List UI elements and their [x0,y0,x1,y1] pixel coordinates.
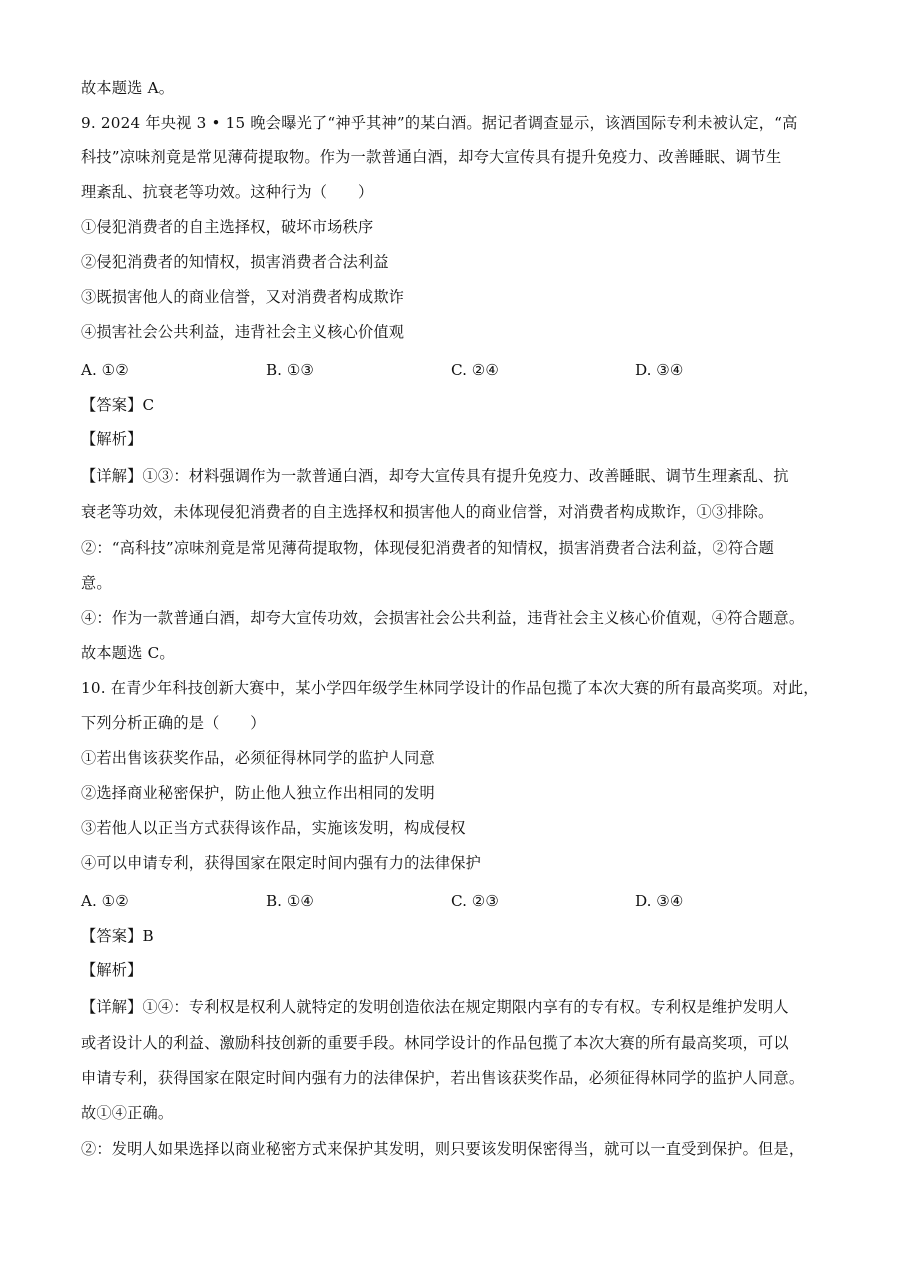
q9-stem-line-1: 9. 2024 年央视 3 • 15 晚会曝光了“神乎其神”的某白酒。据记者调查显示，该酒国际专利未被认定，“高 [81,114,798,132]
q9-detail-line-5: ④：作为一款普通白酒，却夸大宣传功效，会损害社会公共利益，违背社会主义核心价值观，④符合题意。 [81,609,805,627]
prev-question-conclusion: 故本题选 A。 [81,79,175,97]
q9-analysis-label: 【解析】 [81,430,143,448]
q9-answer: 【答案】C [81,396,155,414]
q10-answer: 【答案】B [81,927,154,945]
q10-detail-line-2: 或者设计人的利益、激励科技创新的重要手段。林同学设计的作品包揽了本次大赛的所有最高奖项，可以 [81,1034,789,1052]
q10-statement-4: ④可以申请专利，获得国家在限定时间内强有力的法律保护 [81,854,482,872]
q10-option-d: D. ③④ [635,892,684,910]
q9-stem-line-2: 科技”凉味剂竟是常见薄荷提取物。作为一款普通白酒，却夸大宣传具有提升免疫力、改善睡眠、调节生 [81,148,782,166]
q9-options [81,359,823,381]
q10-detail-line-4: 故①④正确。 [81,1104,174,1122]
q10-option-a: A. ①② [81,892,129,910]
q9-detail-line-3: ②：“高科技”凉味剂竟是常见薄荷提取物，体现侵犯消费者的知情权，损害消费者合法利益，②符合题 [81,539,774,557]
q9-option-a: A. ①② [81,361,129,379]
q10-stem-line-1: 10. 在青少年科技创新大赛中，某小学四年级学生林同学设计的作品包揽了本次大赛的所有最高奖项。对此， [81,679,819,697]
q10-option-c: C. ②③ [451,892,499,910]
q9-detail-line-6: 故本题选 C。 [81,644,175,662]
q9-detail-line-4: 意。 [81,574,112,592]
q10-analysis-label: 【解析】 [81,961,143,979]
q9-statement-4: ④损害社会公共利益，违背社会主义核心价值观 [81,323,405,341]
q9-statement-3: ③既损害他人的商业信誉，又对消费者构成欺诈 [81,288,405,306]
q10-statement-1: ①若出售该获奖作品，必须征得林同学的监护人同意 [81,749,435,767]
q10-detail-line-5: ②：发明人如果选择以商业秘密方式来保护其发明，则只要该发明保密得当，就可以一直受到保护。但是， [81,1140,805,1158]
q10-option-b: B. ①④ [266,892,315,910]
q10-options [81,890,823,912]
q10-stem-line-2: 下列分析正确的是（ ） [81,714,266,732]
q9-option-d: D. ③④ [635,361,684,379]
q10-statement-2: ②选择商业秘密保护，防止他人独立作出相同的发明 [81,784,435,802]
q10-detail-line-3: 申请专利，获得国家在限定时间内强有力的法律保护，若出售该获奖作品，必须征得林同学的监护人同意。 [81,1069,805,1087]
q9-detail-line-1: 【详解】①③：材料强调作为一款普通白酒，却夸大宣传具有提升免疫力、改善睡眠、调节生理紊乱、抗 [81,467,789,485]
q9-option-c: C. ②④ [451,361,499,379]
q9-stem-line-3: 理紊乱、抗衰老等功效。这种行为（ ） [81,183,374,201]
q10-statement-3: ③若他人以正当方式获得该作品，实施该发明，构成侵权 [81,819,466,837]
q10-detail-line-1: 【详解】①④：专利权是权利人就特定的发明创造依法在规定期限内享有的专有权。专利权是维护发明人 [81,998,789,1016]
q9-statement-1: ①侵犯消费者的自主选择权，破坏市场秩序 [81,218,374,236]
q9-detail-line-2: 衰老等功效，未体现侵犯消费者的自主选择权和损害他人的商业信誉，对消费者构成欺诈，①③排除。 [81,503,774,521]
q9-statement-2: ②侵犯消费者的知情权，损害消费者合法利益 [81,253,389,271]
q9-option-b: B. ①③ [266,361,315,379]
